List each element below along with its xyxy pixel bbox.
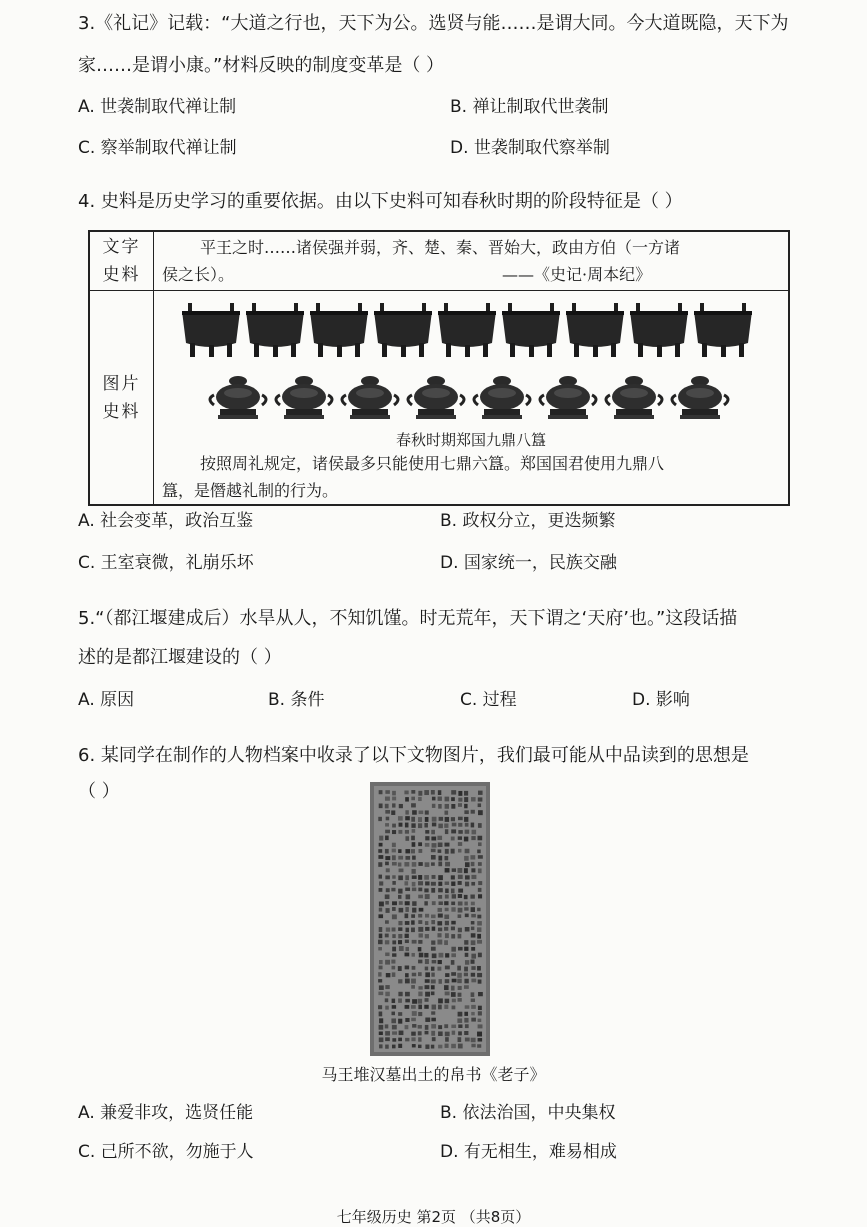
ding-vessel (502, 303, 560, 357)
gui-vessel (408, 376, 464, 419)
nine-ding-eight-gui-figure (180, 297, 780, 425)
page-footer: 七年级历史 第2页 （共8页） (336, 1208, 531, 1226)
gui-vessel (210, 376, 266, 419)
ding-vessel (694, 303, 752, 357)
gui-vessel (672, 376, 728, 419)
ding-vessel (182, 303, 240, 357)
image-source-header: 图片 史料 (89, 291, 154, 506)
q5-option-d[interactable]: D. 影响 (632, 690, 690, 710)
q6-option-d[interactable]: D. 有无相生，难易相成 (440, 1142, 617, 1162)
q6-option-c[interactable]: C. 己所不欲，勿施于人 (78, 1142, 254, 1162)
q3-option-c[interactable]: C. 察举制取代禅让制 (78, 138, 237, 158)
q3-option-a[interactable]: A. 世袭制取代禅让制 (78, 97, 237, 117)
q3-stem-line2: 家……是谓小康。”材料反映的制度变革是（ ） (78, 55, 445, 76)
image-note-line2: 簋，是僭越礼制的行为。 (162, 481, 339, 500)
q6-option-a[interactable]: A. 兼爱非攻，选贤任能 (78, 1103, 254, 1123)
text-source-cell (154, 231, 790, 291)
text-source-line2: 侯之长）。 (162, 265, 235, 284)
q4-stem: 4. 史料是历史学习的重要依据。由以下史料可知春秋时期的阶段特征是（ ） (78, 191, 683, 212)
text-source-header: 文字 史料 (89, 231, 154, 291)
ding-vessels-row (182, 303, 752, 357)
q3-stem-line1: 3.《礼记》记载：“大道之行也，天下为公。选贤与能……是谓大同。今大道既隐，天下为 (78, 13, 789, 34)
ding-vessel (246, 303, 304, 357)
q3-option-b[interactable]: B. 禅让制取代世袭制 (450, 97, 609, 117)
ding-vessel (438, 303, 496, 357)
manuscript-caption: 马王堆汉墓出土的帛书《老子》 (321, 1065, 546, 1084)
q4-option-c[interactable]: C. 王室衰微，礼崩乐坏 (78, 553, 254, 573)
text-source-citation: ——《史记·周本纪》 (502, 265, 652, 284)
gui-vessel (342, 376, 398, 419)
image-note-line1: 按照周礼规定，诸侯最多只能使用七鼎六簋。郑国国君使用九鼎八 (200, 454, 665, 473)
gui-vessels-row (210, 376, 728, 419)
gui-vessel (606, 376, 662, 419)
q4-option-b[interactable]: B. 政权分立，更迭频繁 (440, 511, 616, 531)
q5-option-c[interactable]: C. 过程 (460, 690, 517, 710)
ding-vessel (310, 303, 368, 357)
silk-manuscript-laozi-image (370, 782, 490, 1056)
q6-option-b[interactable]: B. 依法治国，中央集权 (440, 1103, 616, 1123)
q3-option-d[interactable]: D. 世袭制取代察举制 (450, 138, 610, 158)
ding-vessel (566, 303, 624, 357)
q5-option-a[interactable]: A. 原因 (78, 690, 135, 710)
ding-vessel (374, 303, 432, 357)
gui-vessel (474, 376, 530, 419)
q5-option-b[interactable]: B. 条件 (268, 690, 325, 710)
q4-option-a[interactable]: A. 社会变革，政治互鉴 (78, 511, 254, 531)
q4-option-d[interactable]: D. 国家统一，民族交融 (440, 553, 617, 573)
q6-stem-line2: （ ） (78, 781, 120, 802)
q5-stem-line1: 5.“（都江堰建成后）水旱从人，不知饥馑。时无荒年，天下谓之‘天府’也。”这段话描 (78, 608, 738, 629)
gui-vessel (276, 376, 332, 419)
image-caption: 春秋时期郑国九鼎八簋 (395, 431, 546, 449)
q5-stem-line2: 述的是都江堰建设的（ ） (78, 647, 282, 668)
gui-vessel (540, 376, 596, 419)
text-source-line1: 平王之时……诸侯强并弱，齐、楚、秦、晋始大，政由方伯（一方诸 (200, 238, 681, 257)
historical-sources-table (88, 230, 790, 506)
image-source-cell (154, 291, 790, 506)
ding-vessel (630, 303, 688, 357)
q6-stem-line1: 6. 某同学在制作的人物档案中收录了以下文物图片，我们最可能从中品读到的思想是 (78, 745, 749, 766)
